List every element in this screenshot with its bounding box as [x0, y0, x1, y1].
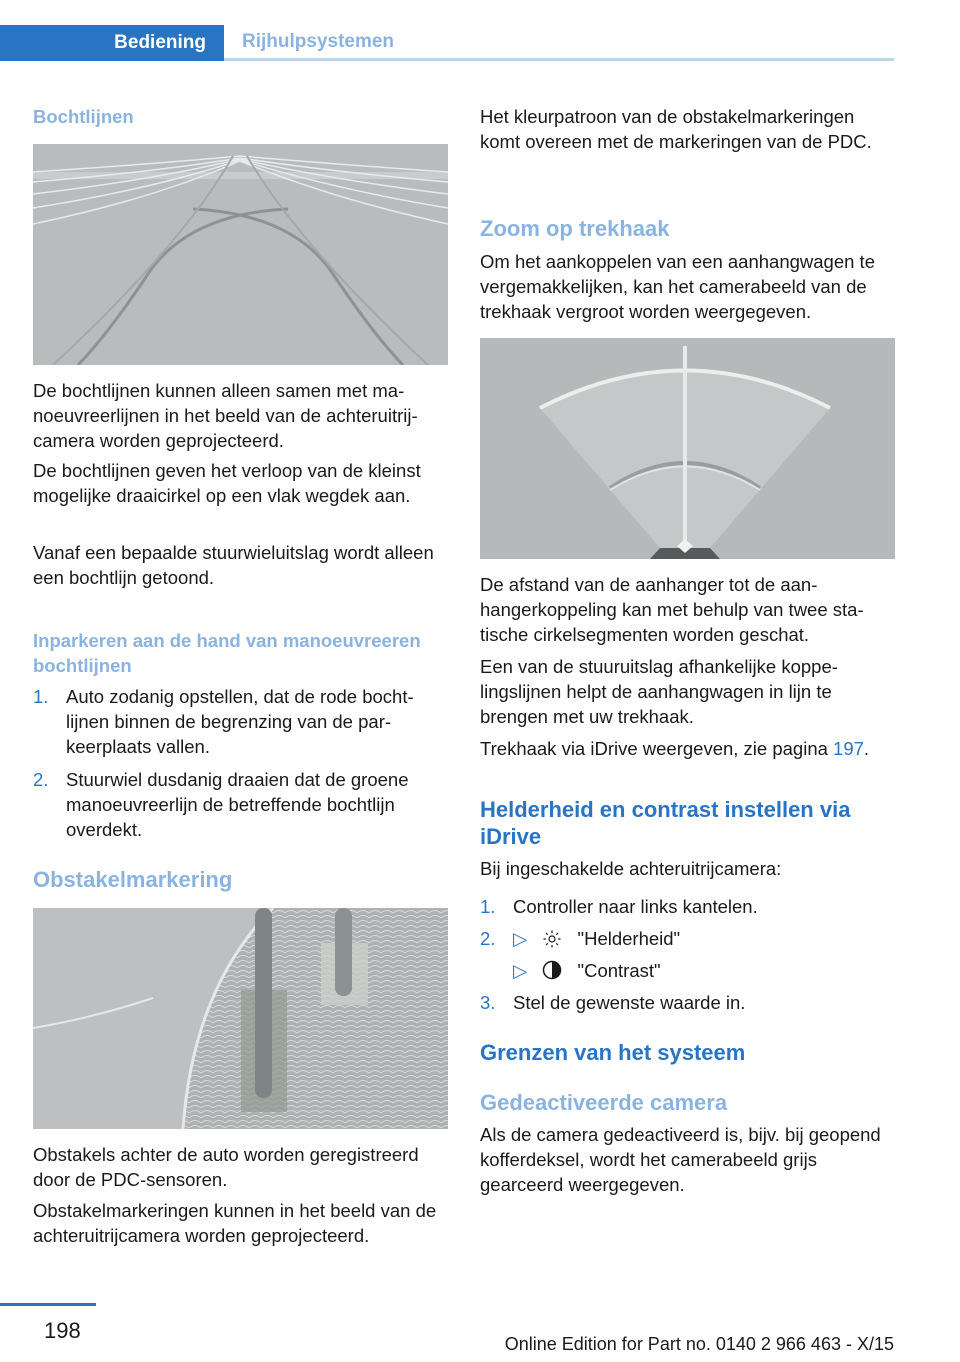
paragraph-kleurpatroon: Het kleurpatroon van de obstakelmarkeringen komt overeen met de markeringen van de PDC.: [480, 106, 872, 152]
paragraph-afstand: De afstand van de aanhanger tot de aanhangerkoppeling kan met behulp van twee statische cirkelsegmenten worden geschat.: [480, 574, 864, 645]
triangle-icon: ▷: [513, 960, 528, 981]
paragraph-bochtlijnen-1: De bochtlijnen kunnen alleen samen met manoeuvreerlijnen in het beeld van de achteruitrijcamera worden geprojecteerd.: [33, 380, 418, 451]
obstakel-illustration: [33, 908, 448, 1129]
header-tabs: [0, 25, 894, 61]
helderheid-label: "Helderheid": [577, 928, 681, 949]
paragraph-trekhaak-idrive: [480, 736, 950, 761]
bochtlijnen-illustration: [33, 144, 448, 365]
sun-icon: [532, 926, 572, 951]
trekhaak-illustration: [480, 338, 895, 559]
list-number: 1.: [480, 896, 496, 917]
paragraph-obstakel-2: Obstakelmarkeringen kunnen in het beeld van de achteruitrijcamera worden geprojecteerd.: [33, 1200, 437, 1246]
footer-rule: [0, 1303, 96, 1306]
tab-bediening[interactable]: Bediening: [0, 25, 224, 61]
list-item: [480, 926, 896, 951]
obstakel-figure: [33, 908, 448, 1129]
page-link-197[interactable]: 197: [833, 738, 864, 759]
tab-rijhulpsystemen[interactable]: Rijhulpsystemen: [224, 25, 894, 61]
paragraph-bochtlijnen-2: De bochtlijnen geven het verloop van de kleinst mogelijke draaicirkel op een vlak wegdek aan.: [33, 460, 421, 506]
page-number: 198: [44, 1318, 81, 1343]
heading-zoom-trekhaak: Zoom op trekhaak: [480, 216, 670, 241]
list-item: [480, 990, 896, 1015]
heading-inparkeren: Inparkeren aan de hand van manoeuvreeren bochtlijnen: [33, 630, 421, 676]
half-circle-icon: [532, 958, 572, 983]
list-text: Controller naar links kantelen.: [513, 896, 758, 917]
trekhaak-text: Trekhaak via iDrive weergeven, zie pagina: [480, 738, 834, 759]
paragraph-obstakel-1: Obstakels achter de auto worden geregistreerd door de PDC-sensoren.: [33, 1144, 419, 1190]
heading-bochtlijnen: Bochtlijnen: [33, 106, 134, 127]
trekhaak-period: .: [863, 738, 870, 759]
paragraph-zoom: Om het aankoppelen van een aanhangwagen te vergemakkelijken, kan het camerabeeld van de trekhaak vergroot worden weergegeven.: [480, 251, 875, 322]
paragraph-ingeschakeld: Bij ingeschakelde achteruitrijcamera:: [480, 858, 782, 879]
heading-gedeactiveerde-camera: Gedeactiveerde camera: [480, 1090, 728, 1115]
list-text: Auto zodanig opstellen, dat de rode bochtlijnen binnen de begrenzing van de parkeerplaats vallen.: [66, 686, 414, 757]
contrast-label: "Contrast": [577, 960, 661, 981]
paragraph-gedeactiveerd: Als de camera gedeactiveerd is, bijv. bij geopend kofferdeksel, wordt het camerabeeld grijs gearceerd weergegeven.: [480, 1124, 881, 1195]
paragraph-bochtlijnen-3: Vanaf een bepaalde stuurwieluitslag wordt alleen een bochtlijn getoond.: [33, 542, 434, 588]
list-text: Stuurwiel dusdanig draaien dat de groene manoeuvreerlijn de betreffende bochtlijn overdekt.: [66, 769, 409, 840]
list-number: 1.: [33, 686, 49, 707]
list-text: Stel de gewenste waarde in.: [513, 992, 746, 1013]
list-text: [513, 958, 896, 983]
list-text: [513, 926, 896, 951]
paragraph-stuuruitslag: Een van de stuuruitslag afhankelijke koppelingslijnen helpt de aanhangwagen in lijn te brengen met uw trekhaak.: [480, 656, 838, 727]
list-number: 2.: [33, 769, 49, 790]
heading-obstakelmarkering: Obstakelmarkering: [33, 867, 233, 892]
heading-grenzen: Grenzen van het systeem: [480, 1040, 746, 1065]
list-number: 3.: [480, 992, 496, 1013]
list-item: [33, 684, 449, 759]
list-number: 2.: [480, 928, 496, 949]
triangle-icon: ▷: [513, 928, 528, 949]
bochtlijnen-figure: [33, 144, 448, 365]
list-item: [480, 894, 896, 919]
trekhaak-figure: [480, 338, 895, 559]
heading-helderheid-contrast: Helderheid en contrast instellen via iDrive: [480, 797, 851, 849]
footer-edition: Online Edition for Part no. 0140 2 966 463 - X/15: [504, 1334, 894, 1354]
list-item: [480, 958, 896, 983]
list-item: [33, 767, 449, 842]
